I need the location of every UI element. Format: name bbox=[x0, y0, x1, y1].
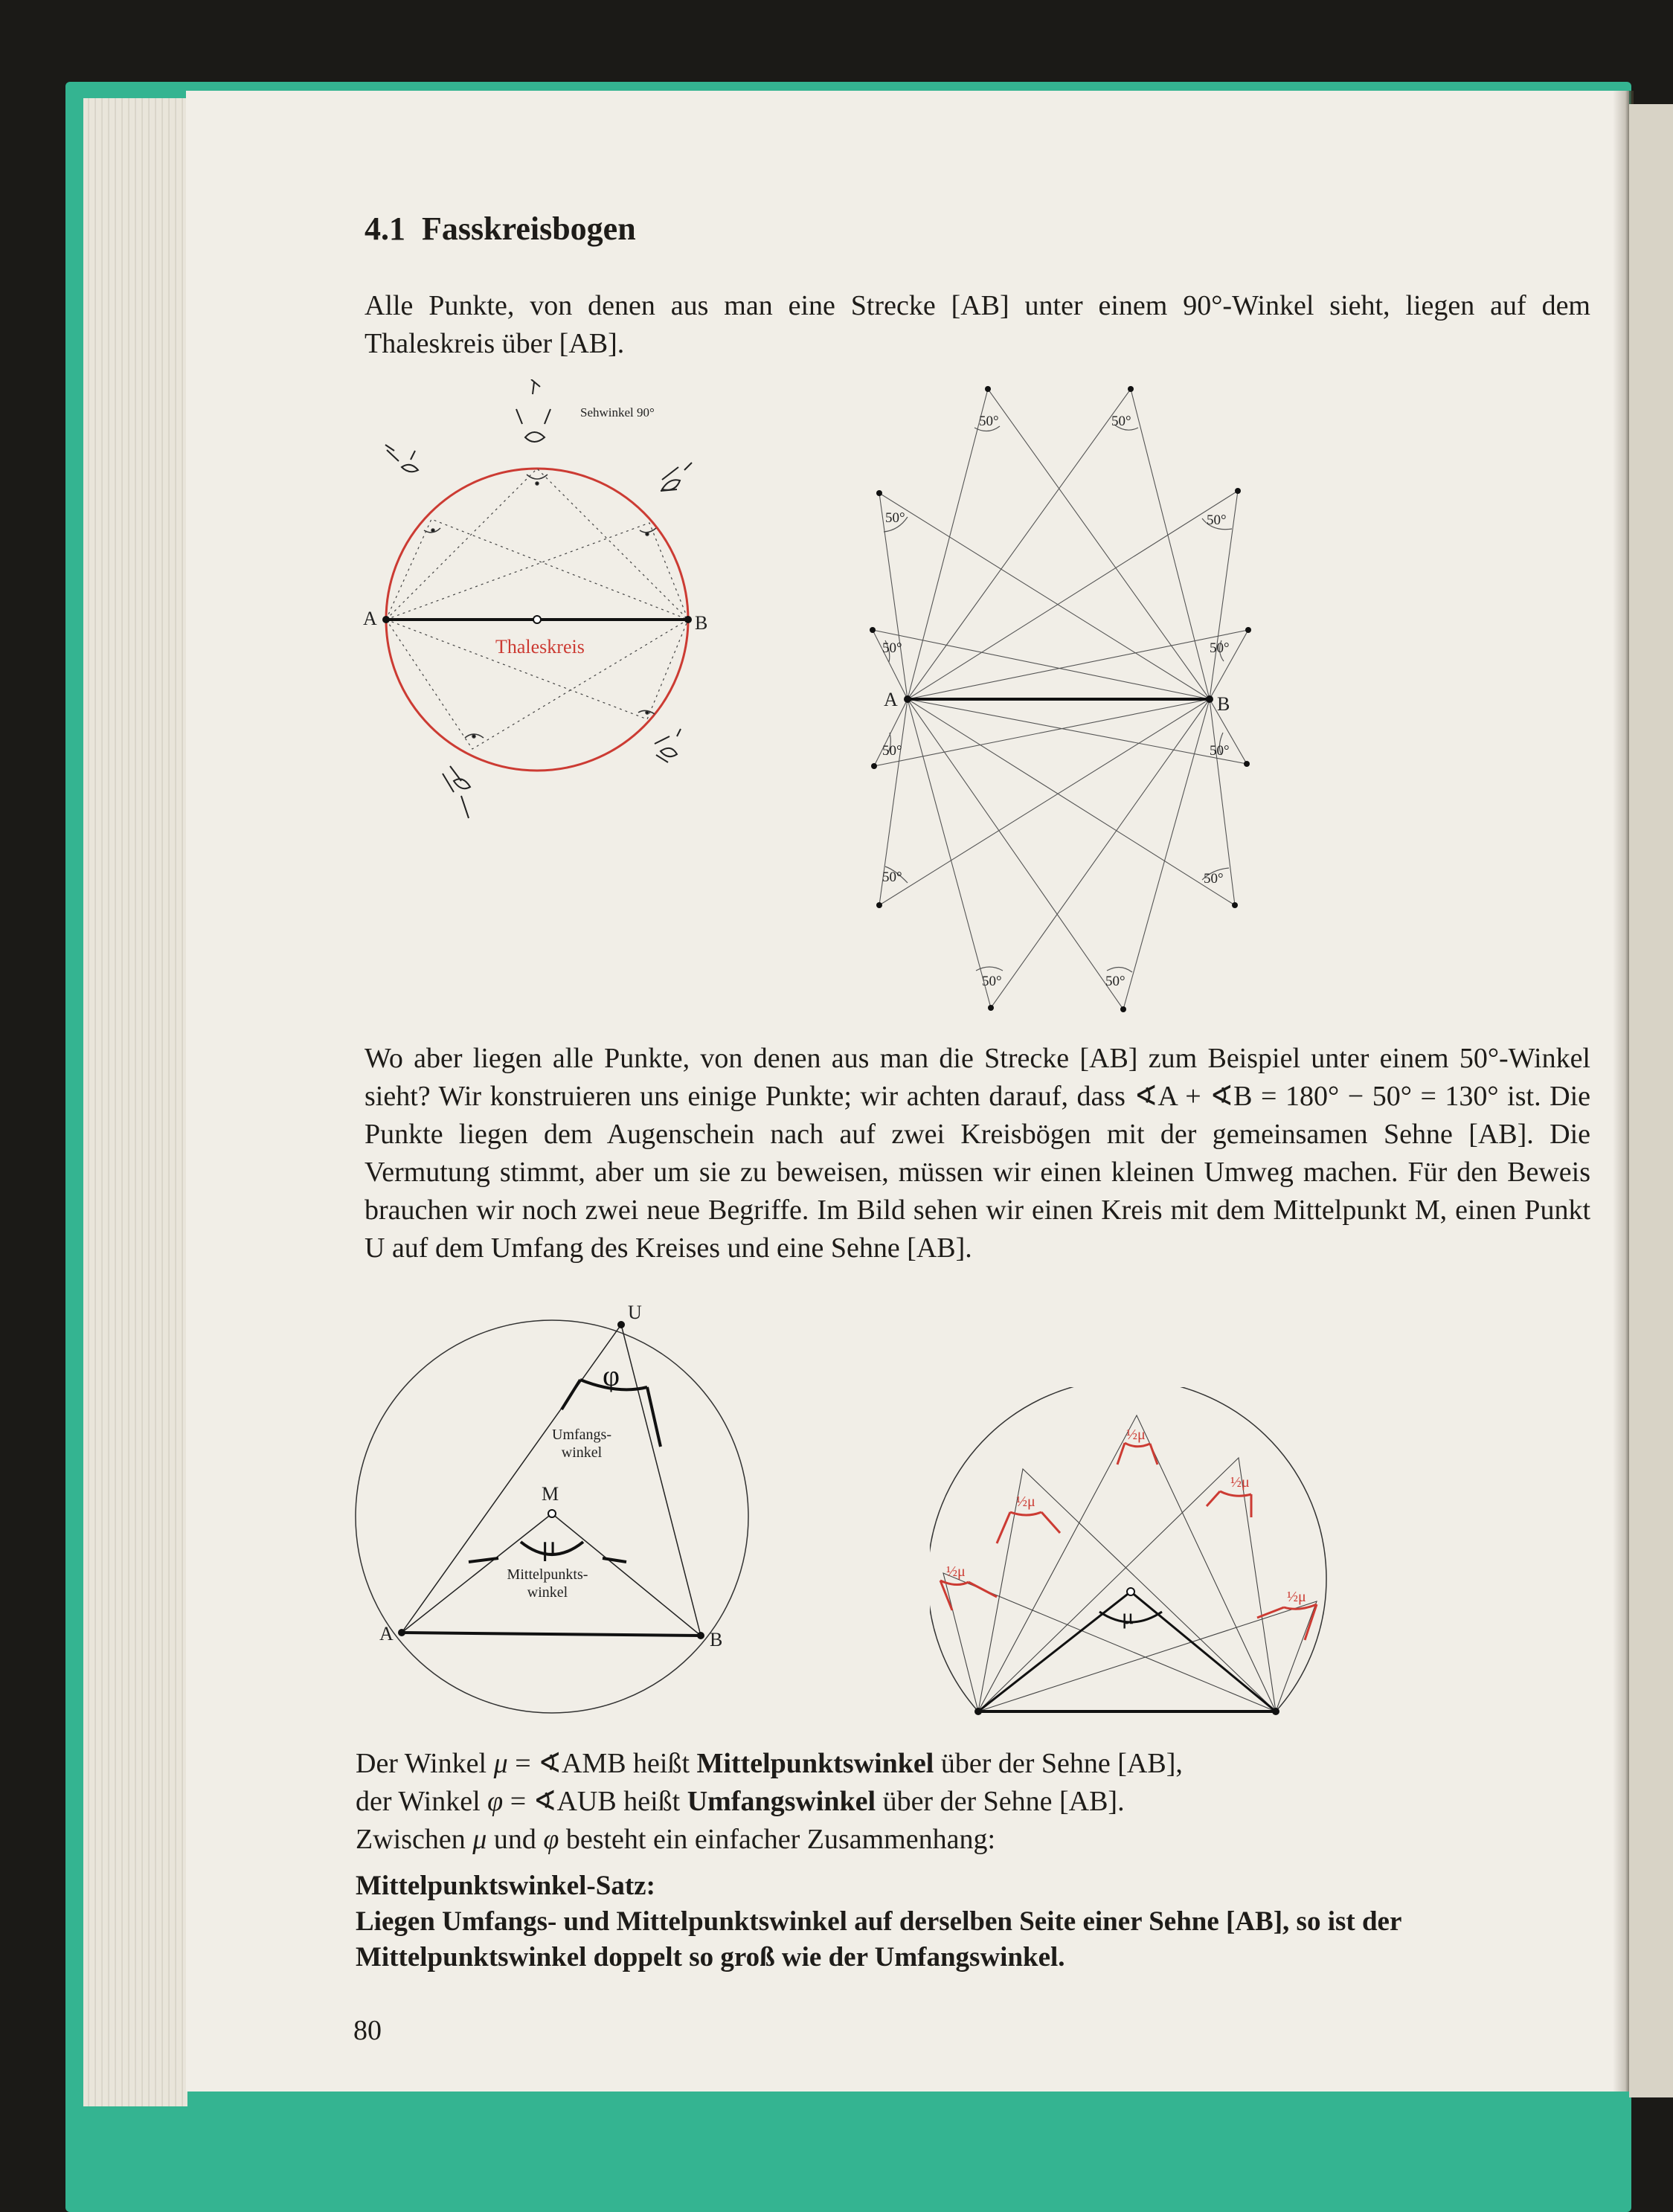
label-a: A bbox=[379, 1623, 394, 1644]
definition-line-1: Der Winkel μ = ∢AMB heißt Mittelpunktswinkel über der Sehne [AB], bbox=[356, 1748, 1183, 1779]
angle-label: 50° bbox=[1204, 871, 1224, 887]
angle-label: 50° bbox=[1111, 414, 1131, 429]
label-b: B bbox=[710, 1629, 723, 1650]
half-mu-label: ½μ bbox=[946, 1563, 966, 1580]
theorem-title: Mittelpunktswinkel-Satz: bbox=[356, 1871, 655, 1901]
mu-symbol: μ bbox=[542, 1531, 557, 1562]
page-number: 80 bbox=[353, 2015, 382, 2046]
circle-angles-figure bbox=[350, 1305, 774, 1722]
mu-symbol: μ bbox=[1122, 1604, 1134, 1629]
section-heading: 4.1 Fasskreisbogen bbox=[365, 210, 636, 247]
theorem-line-1: Liegen Umfangs- und Mittelpunktswinkel auf derselben Seite einer Sehne [AB], so ist der bbox=[356, 1906, 1402, 1937]
angle-arcs bbox=[469, 1380, 661, 1562]
intro-paragraph: Alle Punkte, von denen aus man eine Strecke [AB] unter einem 90°-Winkel sieht, liegen auf dem Thaleskreis über [AB]. bbox=[365, 290, 1590, 359]
thaleskreis-label: Thaleskreis bbox=[495, 636, 585, 658]
half-mu-label: ½μ bbox=[1016, 1494, 1035, 1510]
angle-label: 50° bbox=[1105, 974, 1125, 989]
angle-label: 50° bbox=[1207, 512, 1227, 528]
fifty-degree-figure bbox=[863, 376, 1279, 1030]
next-page-edge bbox=[1629, 104, 1673, 2097]
chord-ab bbox=[402, 1633, 701, 1636]
definitions bbox=[356, 1745, 1620, 1859]
half-angle-figure bbox=[930, 1387, 1332, 1722]
theorem-line-2: Mittelpunktswinkel doppelt so groß wie der Umfangswinkel. bbox=[356, 1942, 1065, 1973]
angle-label: 50° bbox=[882, 640, 902, 656]
angle-label: 50° bbox=[882, 743, 902, 759]
theorem-block bbox=[356, 1868, 1579, 1975]
page-edges bbox=[83, 98, 187, 2106]
half-mu-label: ½μ bbox=[1287, 1589, 1306, 1605]
mittelpunktswinkel-label: Mittelpunkts-winkel bbox=[507, 1566, 588, 1601]
angle-label: 50° bbox=[885, 510, 905, 526]
label-a: A bbox=[884, 689, 898, 710]
thales-figure bbox=[350, 379, 722, 840]
paragraph-2: Wo aber liegen alle Punkte, von denen aus man die Strecke [AB] zum Beispiel unter einem 50°-Winkel sieht? Wir konstruieren uns einige Punkte; wir achten darauf, dass ∢A + ∢B = 180° − 50° = 130° ist. Die Punkte liegen dem Augenschein nach auf zwei Kreisbögen mit der gemeinsamen Sehne [AB]. Die Vermutung stimmt, aber um sie zu beweisen, müssen wir einen kleinen Umweg machen. Für den Beweis brauchen wir noch zwei neue Begriffe. Im Bild sehen wir einen Kreis mit dem Mittelpunkt M, einen Punkt U auf dem Umfang des Kreises und eine Sehne [AB]. bbox=[365, 1043, 1590, 1264]
angle-label: 50° bbox=[1210, 640, 1230, 656]
definition-line-3: Zwischen μ und φ besteht ein einfacher Zusammenhang: bbox=[356, 1824, 996, 1855]
half-mu-label: ½μ bbox=[1230, 1474, 1250, 1491]
label-u: U bbox=[628, 1305, 642, 1323]
angle-label: 50° bbox=[982, 974, 1002, 989]
sehwinkel-label: Sehwinkel 90° bbox=[580, 405, 655, 419]
label-m: M bbox=[542, 1483, 559, 1505]
angle-label: 50° bbox=[979, 414, 999, 429]
half-mu-label: ½μ bbox=[1126, 1427, 1146, 1443]
definition-line-2: der Winkel φ = ∢AUB heißt Umfangswinkel über der Sehne [AB]. bbox=[356, 1786, 1125, 1817]
label-a: A bbox=[363, 608, 377, 629]
angle-label: 50° bbox=[882, 869, 902, 885]
label-b: B bbox=[695, 612, 708, 634]
angle-label: 50° bbox=[1210, 743, 1230, 759]
eye-icon bbox=[385, 379, 692, 818]
label-b: B bbox=[1217, 693, 1230, 715]
phi-symbol: φ bbox=[603, 1359, 620, 1392]
umfangswinkel-label: Umfangs-winkel bbox=[552, 1427, 611, 1461]
